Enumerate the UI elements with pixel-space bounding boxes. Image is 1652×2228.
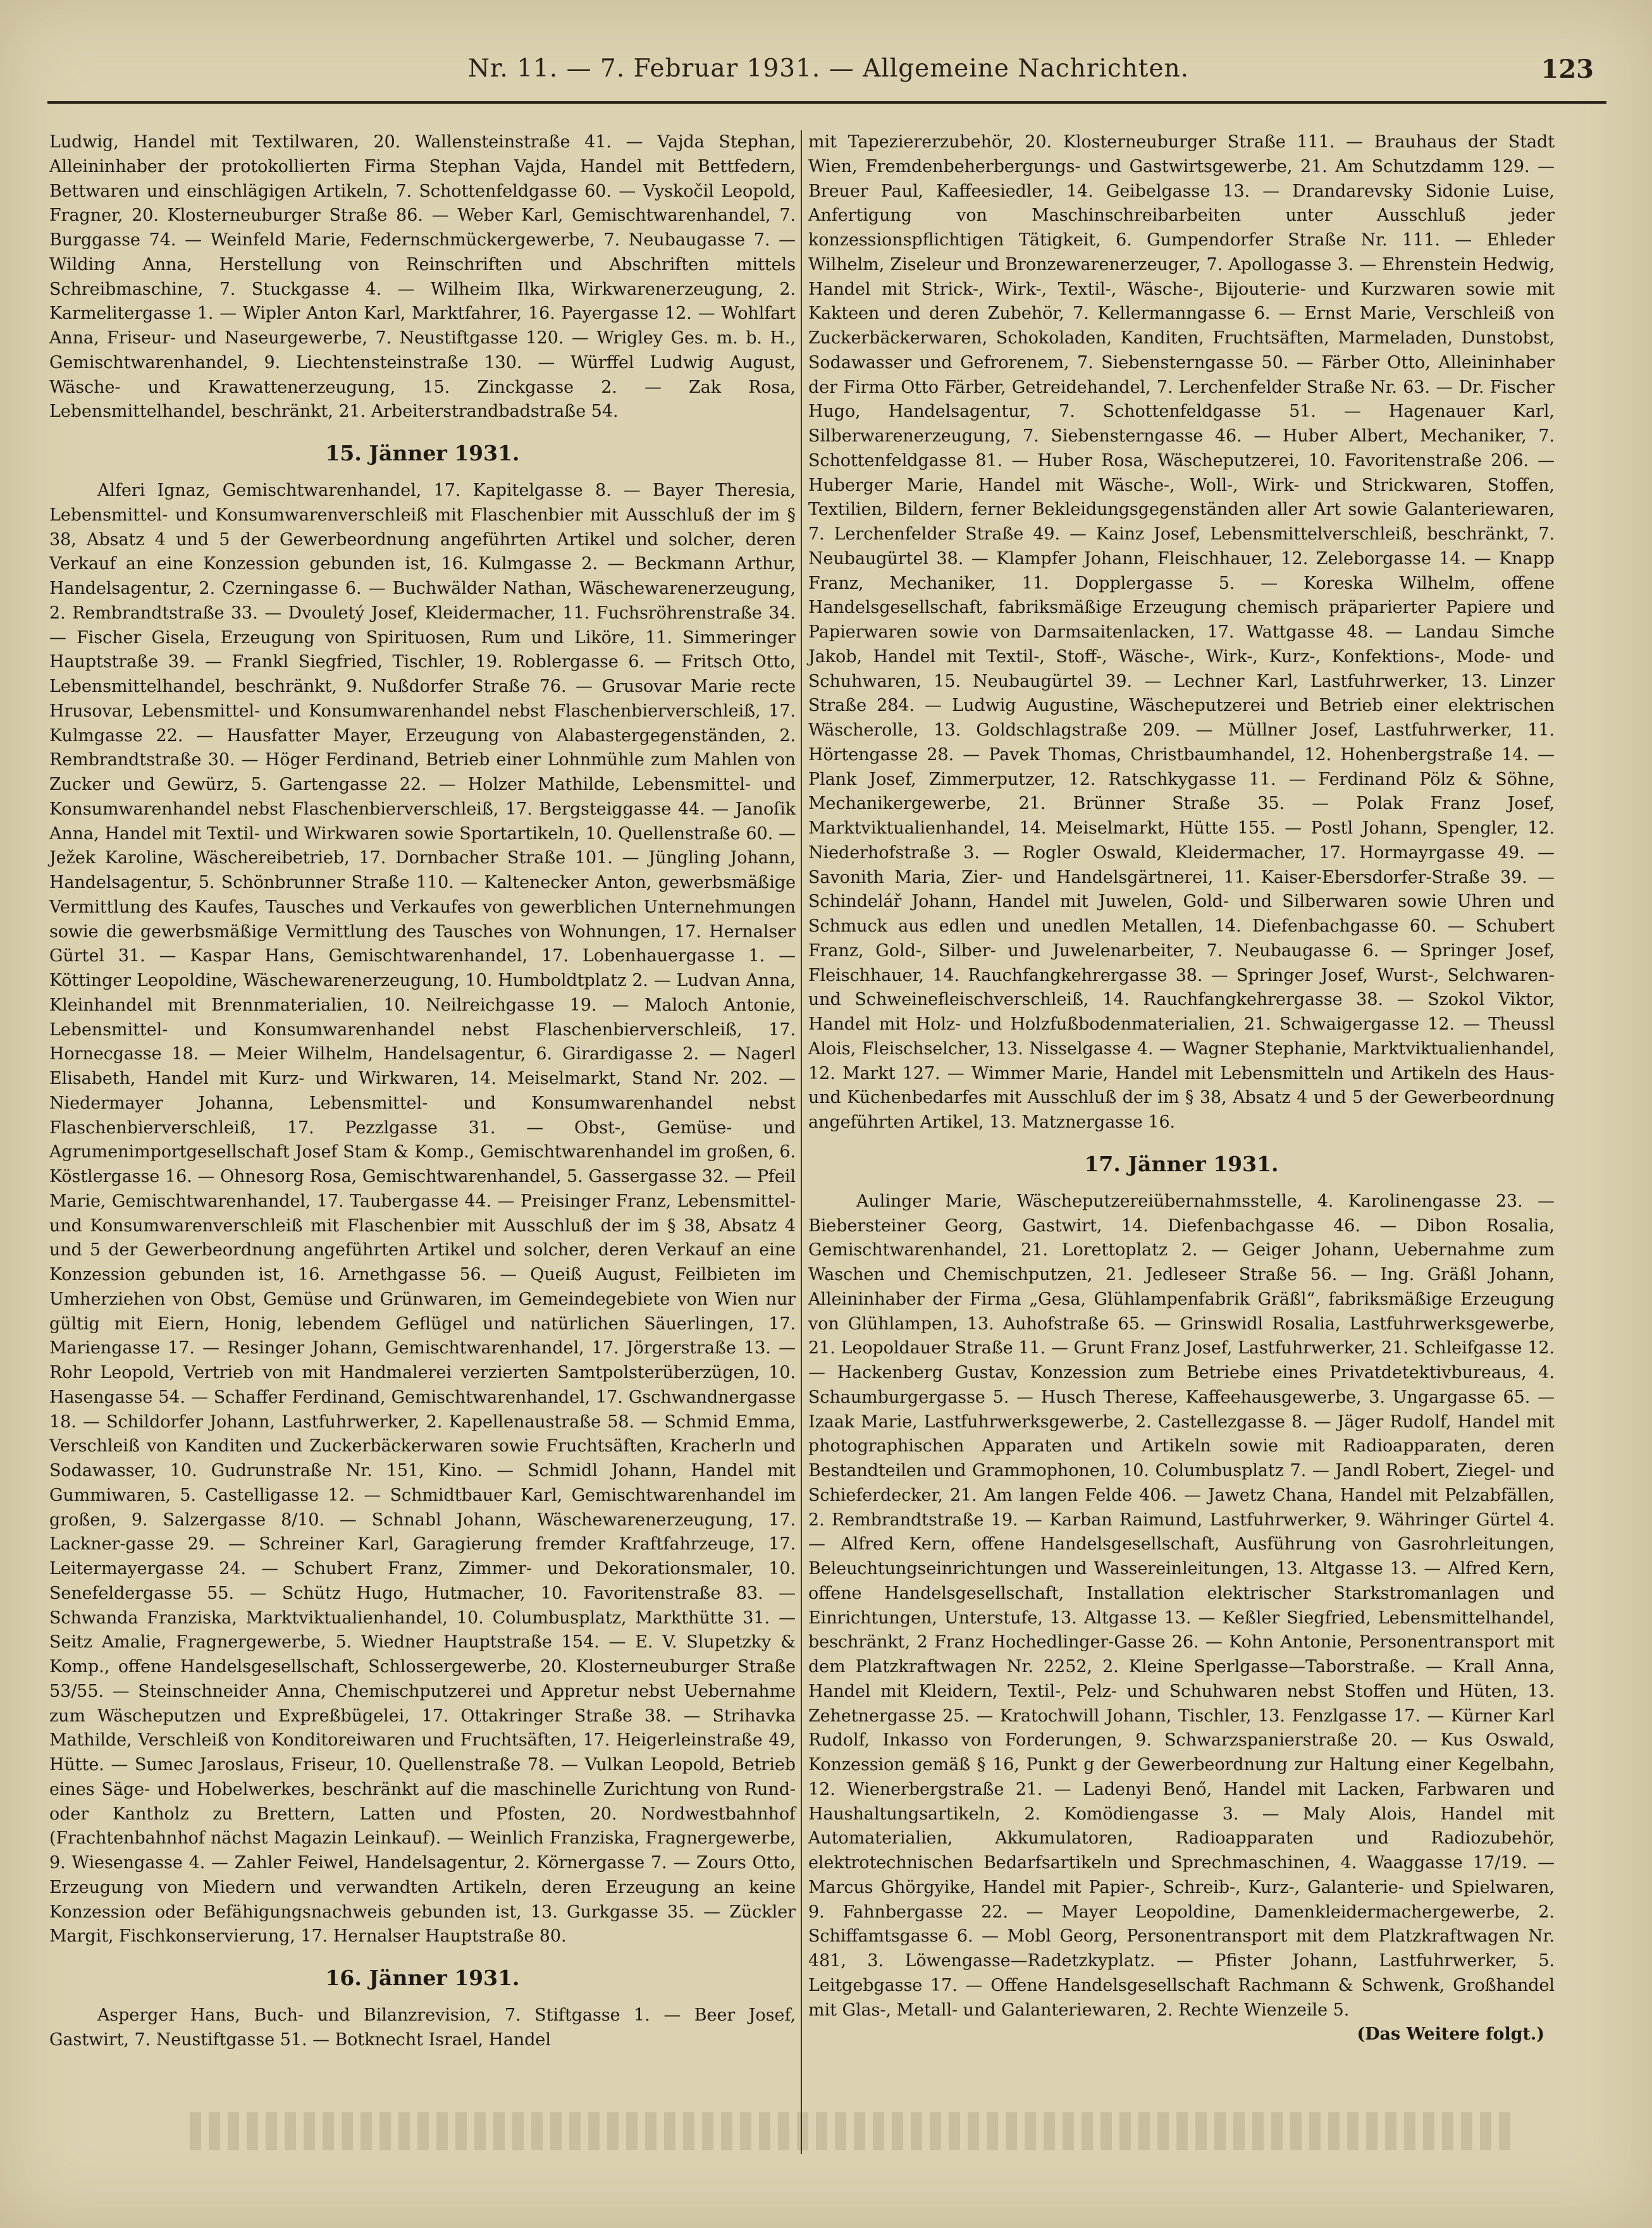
date-heading-17-jan: 17. Jänner 1931. xyxy=(1084,1151,1279,1176)
date-heading-15-jan: 15. Jänner 1931. xyxy=(325,441,520,465)
left-paragraph-1: Ludwig, Handel mit Textilwaren, 20. Wallensteinstraße 41. — Vajda Stephan, Alleininhaber der protokollierten Firma Stephan Vajda, Handel mit Bettfedern, Bettwaren und einschlägigen Artikeln, 7. Schottenfeldgasse 60. — Vyskočil Leopold, Fragner, 20. Klosterneuburger Straße 86. — Weber Karl, Gemischtwarenhandel, 7. Burggasse 74. — Weinfeld Marie, Federnschmückergewerbe, 7. Neubaugasse 7. — Wilding Anna, Herstellung von Reinschriften und Abschriften mittels Schreibmaschine, 7. Stuckgasse 4. — Wilheim Ilka, Wirkwarenerzeugung, 2. Karmelitergasse 1. — Wipler Anton Karl, Marktfahrer, 16. Payergasse 12. — Wohlfart Anna, Friseur- und Naseurgewerbe, 7. Neustiftgasse 120. — Wrigley Ges. m. b. H., Gemischtwarenhandel, 9. Liechtensteinstraße 130. — Würffel Ludwig August, Wäsche- und Krawattenerzeugung, 15. Zinckgasse 2. — Zak Rosa, Lebensmittelhandel, beschränkt, 21. Arbeiterstrandbadstraße 54. xyxy=(49,132,796,422)
page-number: 123 xyxy=(1541,54,1594,84)
continuation-note: (Das Weitere folgt.) xyxy=(1357,2024,1544,2045)
left-paragraph-3: Asperger Hans, Buch- und Bilanzrevision, 7. Stiftgasse 1. — Beer Josef, Gastwirt, 7. Neustiftgasse 51. — Botknecht Israel, Handel xyxy=(49,2005,796,2050)
running-head: Nr. 11. — 7. Februar 1931. — Allgemeine Nachrichten. xyxy=(467,54,1190,83)
right-column xyxy=(808,130,1555,2047)
header-rule xyxy=(47,101,1606,104)
left-column xyxy=(49,130,796,2053)
page-header xyxy=(51,43,1606,106)
right-paragraph-2: Aulinger Marie, Wäscheputzereiübernahmsstelle, 4. Karolinengasse 23. — Biebersteiner Georg, Gastwirt, 14. Diefenbachgasse 46. — Dibon Rosalia, Gemischtwarenhandel, 21. Lorettoplatz 2. — Geiger Johann, Uebernahme zum Waschen und Chemischputzen, 21. Jedleseer Straße 56. — Ing. Gräßl Johann, Alleininhaber der Firma „Gesa, Glühlampenfabrik Gräßl“, fabriksmäßige Erzeugung von Glühlampen, 13. Auhofstraße 65. — Grinswidl Rosalia, Lastfuhrwerksgewerbe, 21. Leopoldauer Straße 11. — Grunt Franz Josef, Lastfuhrwerker, 21. Schleifgasse 12. — Hackenberg Gustav, Konzession zum Betriebe eines Privatdetektivbureaus, 4. Schaumburgergasse 5. — Husch Therese, Kaffeehausgewerbe, 3. Ungargasse 65. — Izaak Marie, Lastfuhrwerksgewerbe, 2. Castellezgasse 8. — Jäger Rudolf, Handel mit photographischen Apparaten und Artikeln sowie mit Radioapparaten, deren Bestandteilen und Grammophonen, 10. Columbusplatz 7. — Jandl Robert, Ziegel- und Schieferdecker, 21. Am langen Felde 406. — Jawetz Chana, Handel mit Pelzabfällen, 2. Rembrandtstraße 19. — Karban Raimund, Lastfuhrwerker, 9. Währinger Gürtel 4. — Alfred Kern, offene Handelsgesellschaft, Ausführung von Gasrohrleitungen, Beleuchtungseinrichtungen und Wassereinleitungen, 13. Altgasse 13. — Alfred Kern, offene Handelsgesellschaft, Installation elektrischer Starkstromanlagen und Einrichtungen, Unterstufe, 13. Altgasse 13. — Keßler Siegfried, Lebensmittelhandel, beschränkt, 2 Franz Hochedlinger-Gasse 26. — Kohn Antonie, Personentransport mit dem Platzkraftwagen Nr. 2252, 2. Kleine Sperlgasse—Taborstraße. — Krall Anna, Handel mit Kleidern, Textil-, Pelz- und Schuhwaren nebst Stoffen und Hüten, 13. Zehetnergasse 25. — Kratochwill Johann, Tischler, 13. Fenzlgasse 17. — Kürner Karl Rudolf, Inkasso von Forderungen, 9. Schwarzspanierstraße 20. — Kus Oswald, Konzession gemäß § 16, Punkt g der Gewerbeordnung zur Haltung einer Kegelbahn, 12. Wienerbergstraße 21. — Ladenyi Benő, Handel mit Lacken, Farbwaren und Haushaltungsartikeln, 2. Komödiengasse 3. — Maly Alois, Handel mit Automaterialien, Akkumulatoren, Radioapparaten und Radiozubehör, elektrotechnischen Bedarfsartikeln und Sprechmaschinen, 4. Waaggasse 17/19. — Marcus Ghörgyike, Handel mit Papier-, Schreib-, Kurz-, Galanterie- und Spielwaren, 9. Fahnbergasse 22. — Mayer Leopoldine, Damenkleidermachergewerbe, 2. Schiffamtsgasse 6. — Mobl Georg, Personentransport mit dem Platzkraftwagen Nr. 481, 3. Löwengasse—Radetzkyplatz. — Pfister Johann, Lastfuhrwerker, 5. Leitgebgasse 17. — Offene Handelsgesellschaft Rachmann & Schwenk, Großhandel mit Glas-, Metall- und Galanteriewaren, 2. Rechte Wienzeile 5. xyxy=(808,1191,1555,2020)
column-divider xyxy=(801,130,802,2154)
left-paragraph-2: Alferi Ignaz, Gemischtwarenhandel, 17. Kapitelgasse 8. — Bayer Theresia, Lebensmittel- und Konsumwarenverschleiß mit Flaschenbier mit Ausschluß der im § 38, Absatz 4 und 5 der Gewerbeordnung angeführten Artikel und solcher, deren Verkauf an eine Konzession gebunden ist, 16. Kulmgasse 2. — Beckmann Arthur, Handelsagentur, 2. Czerningasse 6. — Buchwälder Nathan, Wäschewarenerzeugung, 2. Rembrandtstraße 33. — Dvouletý Josef, Kleidermacher, 11. Fuchsröhrenstraße 34. — Fischer Gisela, Erzeugung von Spirituosen, Rum und Liköre, 11. Simmeringer Hauptstraße 39. — Frankl Siegfried, Tischler, 19. Roblergasse 6. — Fritsch Otto, Lebensmittelhandel, beschränkt, 9. Nußdorfer Straße 76. — Grusovar Marie recte Hrusovar, Lebensmittel- und Konsumwarenhandel nebst Flaschenbierverschleiß, 17. Kulmgasse 22. — Hausfatter Mayer, Erzeugung von Alabastergegenständen, 2. Rembrandtstraße 30. — Höger Ferdinand, Betrieb einer Lohnmühle zum Mahlen von Zucker und Gewürz, 5. Gartengasse 22. — Holzer Mathilde, Lebensmittel- und Konsumwarenhandel nebst Flaschenbierverschleiß, 17. Bergsteiggasse 44. — Janoſik Anna, Handel mit Textil- und Wirkwaren sowie Sportartikeln, 10. Quellenstraße 60. — Ježek Karoline, Wäschereibetrieb, 17. Dornbacher Straße 101. — Jüngling Johann, Handelsagentur, 5. Schönbrunner Straße 110. — Kaltenecker Anton, gewerbsmäßige Vermittlung des Kaufes, Tausches und Verkaufes von gewerblichen Unternehmungen sowie die gewerbsmäßige Vermittlung des Tausches von Wohnungen, 17. Hernalser Gürtel 31. — Kaspar Hans, Gemischtwarenhandel, 17. Lobenhauergasse 1. — Köttinger Leopoldine, Wäschewarenerzeugung, 10. Humboldtplatz 2. — Ludvan Anna, Kleinhandel mit Brennmaterialien, 10. Neilreichgasse 19. — Maloch Antonie, Lebensmittel- und Konsumwarenhandel nebst Flaschenbierverschleiß, 17. Hornecgasse 18. — Meier Wilhelm, Handelsagentur, 6. Girardigasse 2. — Nagerl Elisabeth, Handel mit Kurz- und Wirkwaren, 14. Meiselmarkt, Stand Nr. 202. — Niedermayer Johanna, Lebensmittel- und Konsumwarenhandel nebst Flaschenbierverschleiß, 17. Pezzlgasse 31. — Obst-, Gemüse- und Agrumenimportgesellschaft Josef Stam & Komp., Gemischtwarenhandel im großen, 6. Köstlergasse 16. — Ohnesorg Rosa, Gemischtwarenhandel, 5. Gassergasse 32. — Pfeil Marie, Gemischtwarenhandel, 17. Taubergasse 44. — Preisinger Franz, Lebensmittel- und Konsumwarenverschleiß mit Flaschenbier mit Ausschluß der im § 38, Absatz 4 und 5 der Gewerbeordnung angeführten Artikel und solcher, deren Verkauf an eine Konzession gebunden ist, 16. Arnethgasse 56. — Queiß August, Feilbieten im Umherziehen von Obst, Gemüse und Grünwaren, im Gemeindegebiete von Wien nur gültig mit Eiern, Honig, lebendem Geflügel und natürlichen Säuerlingen, 17. Mariengasse 17. — Resinger Johann, Gemischtwarenhandel, 17. Jörgerstraße 13. — Rohr Leopold, Vertrieb von mit Handmalerei verzierten Samtpolsterüberzügen, 10. Hasengasse 54. — Schaffer Ferdinand, Gemischtwarenhandel, 17. Gschwandnergasse 18. — Schildorfer Johann, Lastfuhrwerker, 2. Kapellenaustraße 58. — Schmid Emma, Verschleiß von Kanditen und Zuckerbäckerwaren sowie Fruchtsäften, Kracherln und Sodawasser, 10. Gudrunstraße Nr. 151, Kino. — Schmidl Johann, Handel mit Gummiwaren, 5. Castelligasse 12. — Schmidtbauer Karl, Gemischtwarenhandel im großen, 9. Salzergasse 8/10. — Schnabl Johann, Wäschewarenerzeugung, 17. Lackner-gasse 29. — Schreiner Karl, Garagierung fremder Kraftfahrzeuge, 17. Leitermayergasse 24. — Schubert Franz, Zimmer- und Dekorationsmaler, 10. Senefeldergasse 55. — Schütz Hugo, Hutmacher, 10. Favoritenstraße 83. — Schwanda Franziska, Marktviktualienhandel, 10. Columbusplatz, Markthütte 31. — Seitz Amalie, Fragnergewerbe, 5. Wiedner Hauptstraße 154. — E. V. Slupetzky & Komp., offene Handelsgesellschaft, Schlossergewerbe, 20. Klosterneuburger Straße 53/55. — Steinschneider Anna, Chemischputzerei und Appretur nebst Uebernahme zum Wäscheputzen und Expreßbügelei, 17. Ottakringer Straße 38. — Strihavka Mathilde, Verschleiß von Konditoreiwaren und Fruchtsäften, 17. Heigerleinstraße 49, Hütte. — Sumec Jaroslaus, Friseur, 10. Quellenstraße 78. — Vulkan Leopold, Betrieb eines Säge- und Hobelwerkes, beschränkt auf die maschinelle Zurichtung von Rund- oder Kantholz zu Brettern, Latten und Pfosten, 20. Nordwestbahnhof (Frachtenbahnhof nächst Magazin Leinkauf). — Weinlich Franziska, Fragnergewerbe, 9. Wiesengasse 4. — Zahler Feiwel, Handelsagentur, 2. Körnergasse 7. — Zours Otto, Erzeugung von Miedern und verwandten Artikeln, deren Erzeugung an keine Konzession oder Befähigungsnachweis gebunden ist, 13. Gurkgasse 35. — Zückler Margit, Fischkonservierung, 17. Hernalser Hauptstraße 80. xyxy=(49,481,796,1947)
date-heading-16-jan: 16. Jänner 1931. xyxy=(325,1966,520,1990)
right-paragraph-1: mit Tapeziererzubehör, 20. Klosterneuburger Straße 111. — Brauhaus der Stadt Wien, Fremdenbeherbergungs- und Gastwirtsgewerbe, 21. Am Schutzdamm 129. — Breuer Paul, Kaffeesiedler, 14. Geibelgasse 13. — Drandarevsky Sidonie Luise, Anfertigung von Maschinschreibarbeiten unter Ausschluß jeder konzessionspflichtigen Tätigkeit, 6. Gumpendorfer Straße Nr. 111. — Ehleder Wilhelm, Ziseleur und Bronzewarenerzeuger, 7. Apollogasse 3. — Ehrenstein Hedwig, Handel mit Strick-, Wirk-, Textil-, Wäsche-, Bijouterie- und Kurzwaren sowie mit Kakteen und deren Zubehör, 7. Kellermanngasse 6. — Ernst Marie, Verschleiß von Zuckerbäckerwaren, Schokoladen, Kanditen, Fruchtsäften, Marmeladen, Dunstobst, Sodawasser und Gefrorenem, 7. Siebensterngasse 50. — Färber Otto, Alleininhaber der Firma Otto Färber, Getreidehandel, 7. Lerchenfelder Straße Nr. 63. — Dr. Fischer Hugo, Handelsagentur, 7. Schottenfeldgasse 51. — Hagenauer Karl, Silberwarenerzeugung, 7. Siebensterngasse 46. — Huber Albert, Mechaniker, 7. Schottenfeldgasse 81. — Huber Rosa, Wäscheputzerei, 10. Favoritenstraße 206. — Huberger Marie, Handel mit Wäsche-, Woll-, Wirk- und Strickwaren, Stoffen, Textilien, Bildern, ferner Bekleidungsgegenständen aller Art sowie Galanteriewaren, 7. Lerchenfelder Straße 49. — Kainz Josef, Lebensmittelverschleiß, beschränkt, 7. Neubaugürtel 38. — Klampfer Johann, Fleischhauer, 12. Zeleborgasse 14. — Knapp Franz, Mechaniker, 11. Dopplergasse 5. — Koreska Wilhelm, offene Handelsgesellschaft, fabriksmäßige Erzeugung chemisch präparierter Papiere und Papierwaren sowie von Darmsaitenlacken, 17. Wattgasse 48. — Landau Simche Jakob, Handel mit Textil-, Stoff-, Wäsche-, Wirk-, Kurz-, Konfektions-, Mode- und Schuhwaren, 15. Neubaugürtel 39. — Lechner Karl, Lastfuhrwerker, 13. Linzer Straße 284. — Ludwig Augustine, Wäscheputzerei und Betrieb einer elektrischen Wäscherolle, 13. Goldschlagstraße 209. — Müllner Josef, Lastfuhrwerker, 11. Hörtengasse 28. — Pavek Thomas, Christbaumhandel, 12. Hohenbergstraße 14. — Plank Josef, Zimmerputzer, 12. Ratschkygasse 11. — Ferdinand Pölz & Söhne, Mechanikergewerbe, 21. Brünner Straße 35. — Polak Franz Josef, Marktviktualienhandel, 14. Meiselmarkt, Hütte 155. — Postl Johann, Spengler, 12. Niederhofstraße 3. — Rogler Oswald, Kleidermacher, 17. Hormayrgasse 49. — Savonith Maria, Zier- und Handelsgärtnerei, 11. Kaiser-Ebersdorfer-Straße 39. — Schindelář Johann, Handel mit Juwelen, Gold- und Silberwaren sowie Uhren und Schmuck aus edlen und unedlen Metallen, 14. Diefenbachgasse 60. — Schubert Franz, Gold-, Silber- und Juwelenarbeiter, 7. Neubaugasse 6. — Springer Josef, Fleischhauer, 14. Rauchfangkehrergasse 38. — Springer Josef, Wurst-, Selchwaren- und Schweinefleischverschleiß, 14. Rauchfangkehrergasse 38. — Szokol Viktor, Handel mit Holz- und Holzfußbodenmaterialien, 21. Schwaigergasse 12. — Theussl Alois, Fleischselcher, 13. Nisselgasse 4. — Wagner Stephanie, Marktviktualienhandel, 12. Markt 127. — Wimmer Marie, Handel mit Lebensmitteln und Artikeln des Haus- und Küchenbedarfes mit Ausschluß der im § 38, Absatz 4 und 5 der Gewerbeordnung angeführten Artikel, 13. Matznergasse 16. xyxy=(808,132,1555,1132)
bleed-through-texture xyxy=(190,2112,1518,2150)
